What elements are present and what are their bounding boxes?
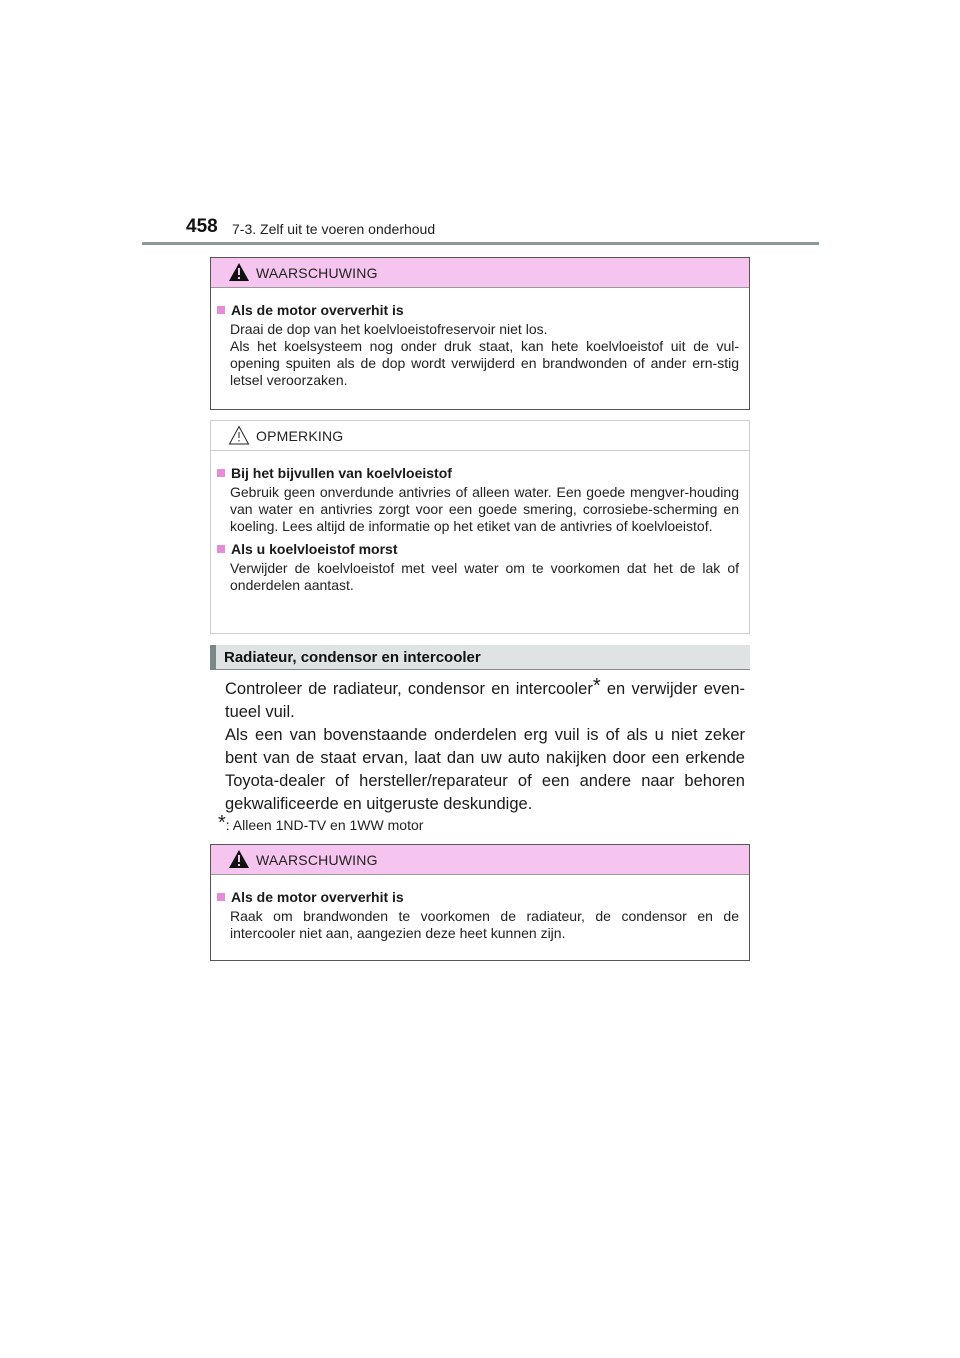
warning-item-text: Raak om brandwonden te voorkomen de radiateur, de condensor en de intercooler niet aan, aangezien deze heet kunnen zijn.	[230, 908, 739, 941]
section-accent	[210, 645, 216, 670]
warning-box	[210, 257, 750, 410]
note-header	[211, 421, 749, 451]
warning-label: WAARSCHUWING	[256, 852, 378, 868]
paragraph: Controleer de radiateur, condensor en intercooler* en verwijder even-tueel vuil.	[225, 675, 745, 721]
warning-item-text: Draai de dop van het koelvloeistofreservoir niet los. Als het koelsysteem nog onder druk staat, kan hete koelvloeistof uit de vul-opening spuiten als de dop wordt verwijderd en brandwonden of ander ern-stig letsel veroorzaken.	[230, 321, 739, 388]
warning-header	[211, 258, 749, 288]
asterisk: *	[218, 812, 226, 834]
bullet-square-icon	[217, 545, 225, 553]
warning-triangle-icon	[228, 849, 250, 869]
warning-triangle-icon	[228, 262, 250, 282]
note-item-title: Bij het bijvullen van koelvloeistof	[217, 465, 739, 481]
note-item-text: Verwijder de koelvloeistof met veel water om te voorkomen dat het de lak of onderdelen aantast.	[230, 560, 739, 593]
footnote: *: Alleen 1ND-TV en 1WW motor	[218, 812, 424, 834]
warning-item-title: Als de motor oververhit is	[217, 889, 739, 905]
bullet-square-icon	[217, 306, 225, 314]
page-number: 458	[186, 216, 218, 237]
section-body	[225, 675, 745, 816]
note-item-title: Als u koelvloeistof morst	[217, 541, 739, 557]
note-box	[210, 420, 750, 634]
warning-header	[211, 845, 749, 875]
note-label: OPMERKING	[256, 428, 344, 444]
bullet-square-icon	[217, 893, 225, 901]
section-title: Radiateur, condensor en intercooler	[224, 649, 481, 666]
warning-item-title: Als de motor oververhit is	[217, 302, 739, 318]
warning-label: WAARSCHUWING	[256, 265, 378, 281]
paragraph: Als een van bovenstaande onderdelen erg vuil is of als u niet zeker bent van de staat ervan, laat dan uw auto nakijken door een erkende Toyota-dealer of hersteller/reparateur of een andere naar behoren gekwalificeerde en uitgeruste deskundige.	[225, 726, 745, 813]
warning-box	[210, 844, 750, 961]
chapter-title: 7-3. Zelf uit te voeren onderhoud	[232, 221, 436, 237]
note-item-text: Gebruik geen onverdunde antivries of alleen water. Een goede mengver-houding van water en antivries zorgt voor een goede smering, corrosiebe-scherming en koeling. Lees altijd de informatie op het etiket van de antivries of koelvloeistof.	[230, 484, 739, 534]
caution-triangle-outline-icon	[228, 425, 250, 445]
asterisk: *	[592, 675, 601, 697]
section-header	[210, 645, 750, 670]
header-rule	[142, 242, 819, 245]
bullet-square-icon	[217, 469, 225, 477]
